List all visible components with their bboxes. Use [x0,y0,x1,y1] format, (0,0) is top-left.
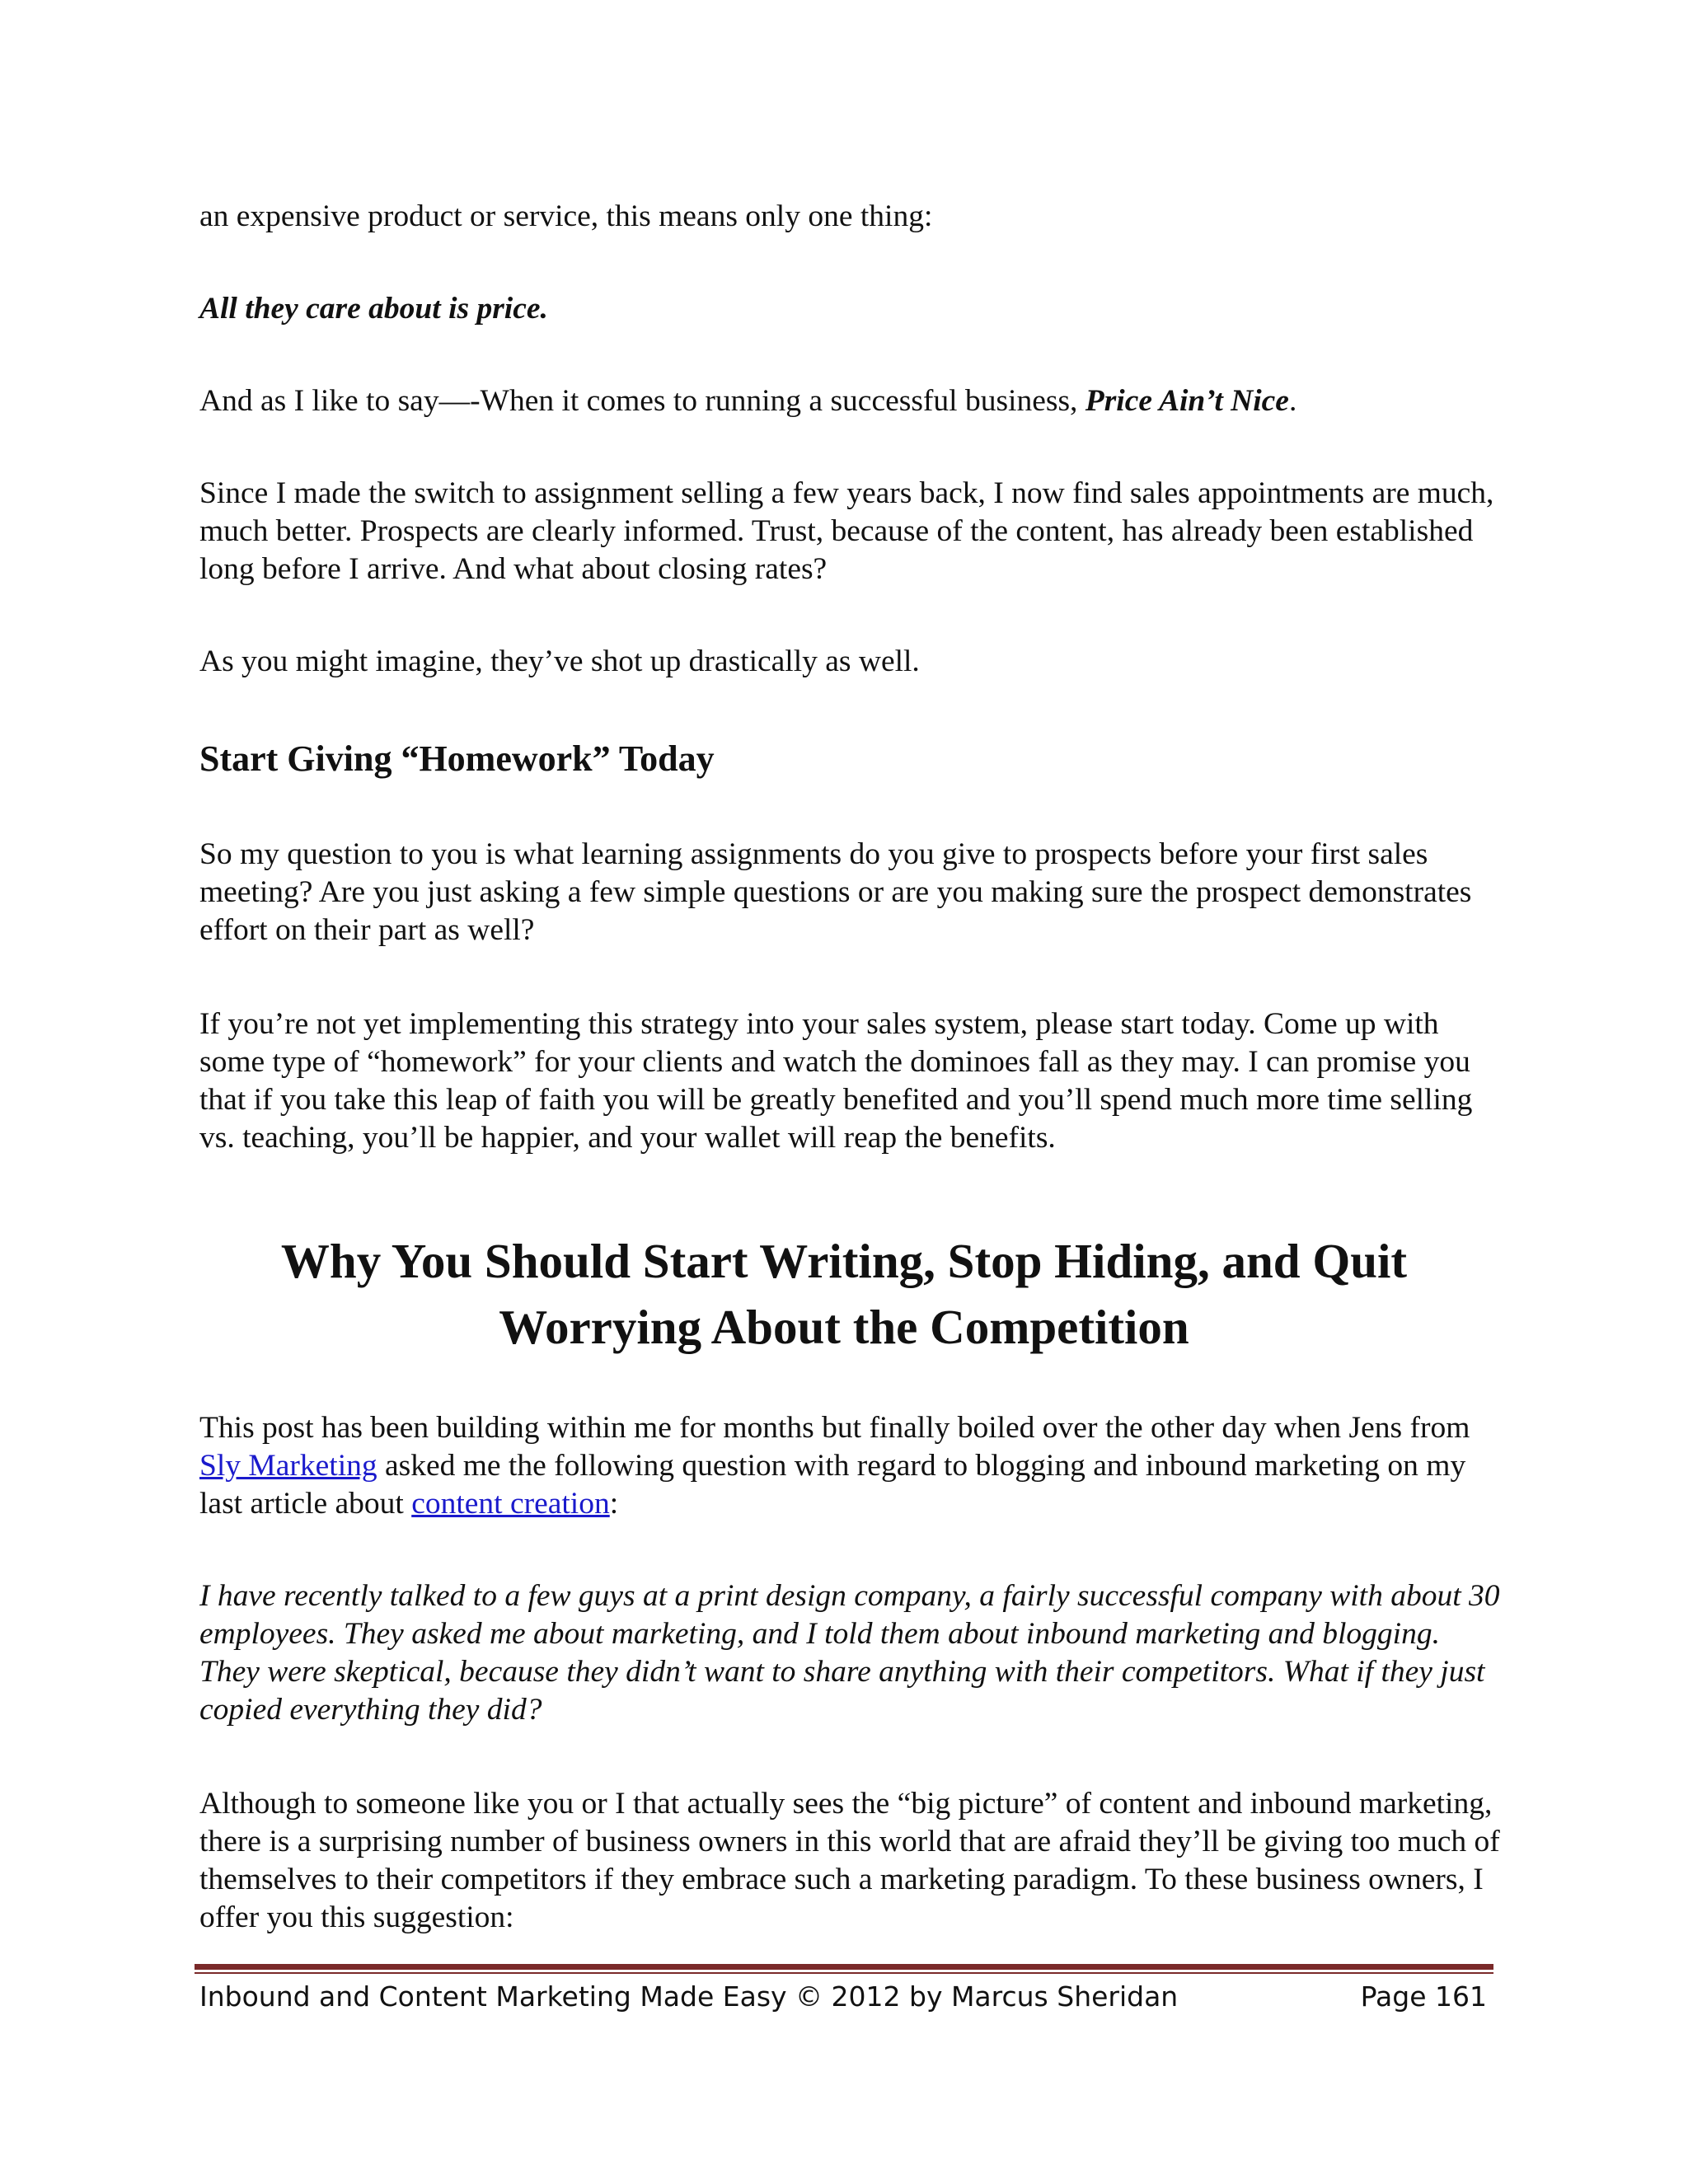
paragraph-implement-strategy: If you’re not yet implementing this strategy into your sales system, please start today. Come up with some type of “homework” for your clients and watch the dominoes fall as they may. I can promise you that if you take this leap of faith you will be greatly benefited and you’ll spend much more time selling vs. teaching, you’ll be happier, and your wallet will reap the benefits. [199,1007,1473,1155]
footer-page-number: Page 161 [1360,1980,1487,2013]
paragraph-price-aint-nice [199,382,1502,420]
paragraph-price-emphasis: All they care about is price. [199,292,548,326]
footer-rule-thin [195,1972,1493,1974]
section-subheading: Start Giving “Homework” Today [199,738,715,779]
paragraph-closing-rates: As you might imagine, they’ve shot up drastically as well. [199,644,920,678]
paragraph-post-origin [199,1409,1502,1523]
paragraph-intro: an expensive product or service, this means only one thing: [199,199,933,233]
sly-marketing-link[interactable]: Sly Marketing [199,1449,377,1483]
footer-copyright: Inbound and Content Marketing Made Easy © 2012 by Marcus Sheridan [199,1980,1179,2013]
paragraph-quote: I have recently talked to a few guys at a print design company, a fairly successful company with about 30 employees. They asked me about marketing, and I told them about inbound marketing and blogging. They were skeptical, because they didn’t want to share anything with their competitors. What if they just copied everything they did? [199,1579,1500,1727]
paragraph-learning-assignments: So my question to you is what learning assignments do you give to prospects before your first sales meeting? Are you just asking a few simple questions or are you making sure the prospect demonstrates effort on their part as well? [199,837,1472,947]
post-origin-text-a: This post has been building within me for months but finally boiled over the other day when Jens from [199,1411,1470,1445]
paragraph-big-picture: Although to someone like you or I that actually sees the “big picture” of content and inbound marketing, there is a surprising number of business owners in this world that are afraid they’ll be giving too much of themselves to their competitors if they embrace such a marketing paradigm. To these business owners, I offer you this suggestion: [199,1787,1500,1934]
chapter-title-line1: Why You Should Start Writing, Stop Hiding, and Quit [280,1234,1408,1288]
price-aint-nice-emphasis: Price Ain’t Nice [1085,384,1289,418]
paragraph-price-end: . [1288,384,1297,418]
chapter-title [0,1228,1688,1360]
paragraph-price-lead: And as I like to say—-When it comes to running a successful business, [199,384,1085,418]
post-origin-text-b: asked me the following question with regard to blogging and inbound marketing on my last article about [199,1449,1466,1521]
chapter-title-line2: Worrying About the Competition [499,1300,1189,1354]
post-origin-text-c: : [609,1487,619,1521]
footer-rule [195,1964,1493,1970]
content-creation-link[interactable]: content creation [411,1487,610,1521]
paragraph-assignment-selling: Since I made the switch to assignment selling a few years back, I now find sales appointments are much, much better. Prospects are clearly informed. Trust, because of the content, has already been established long before I arrive. And what about closing rates? [199,476,1494,586]
